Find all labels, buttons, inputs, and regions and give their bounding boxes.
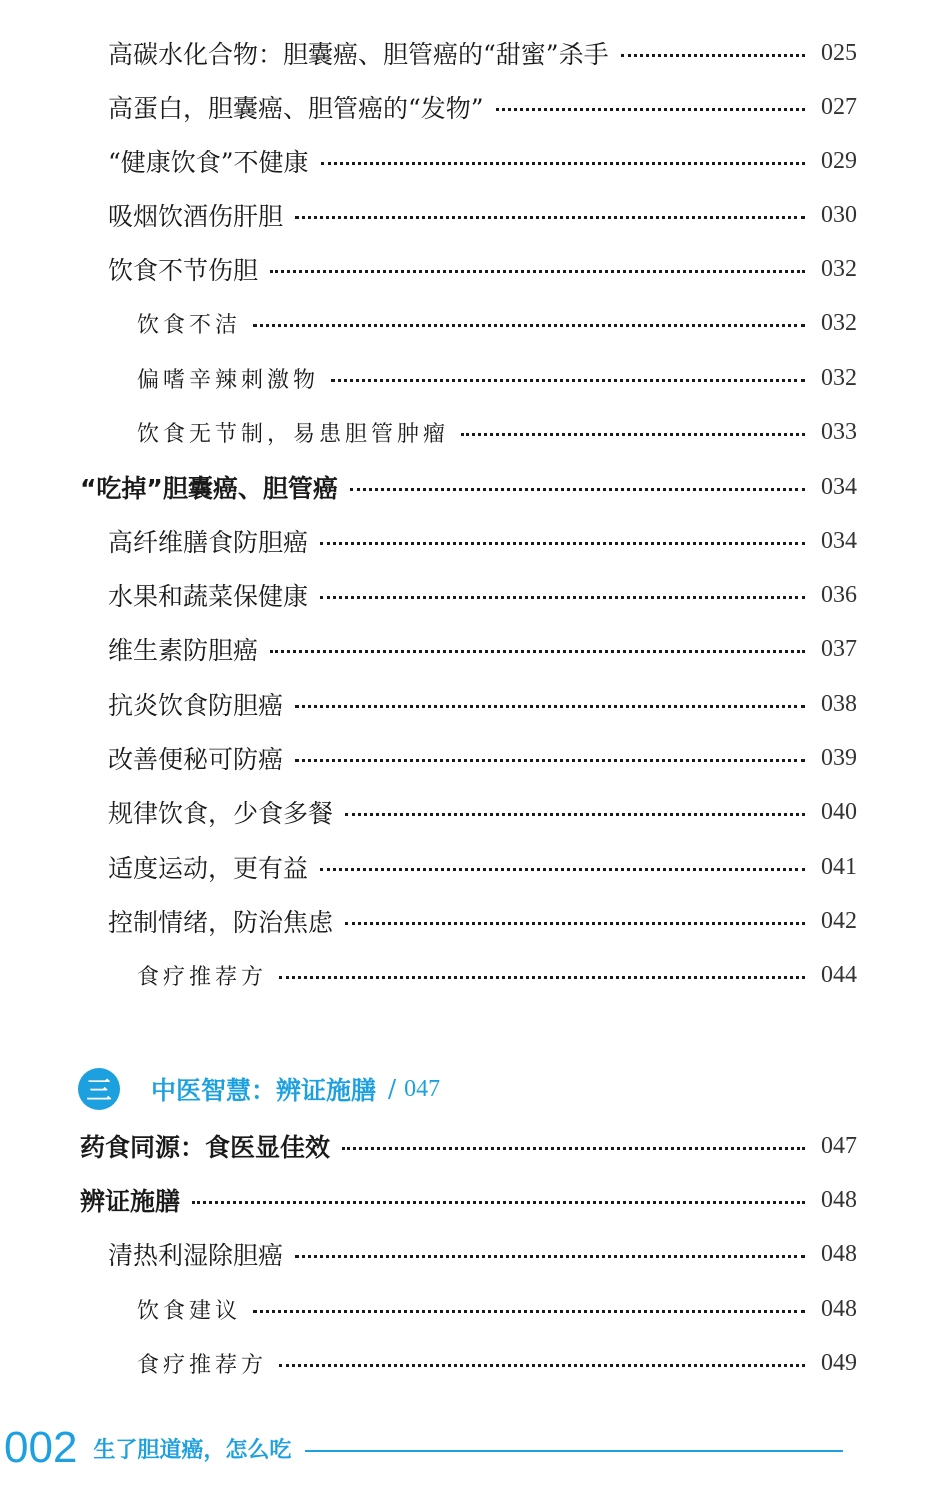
toc-entry-page: 048 bbox=[821, 1186, 857, 1213]
toc-entry-title: 饮食不洁 bbox=[137, 312, 242, 338]
toc-entry[interactable] bbox=[0, 1289, 945, 1329]
toc-entry[interactable] bbox=[0, 87, 945, 127]
toc-entry[interactable] bbox=[0, 33, 945, 73]
toc-entry-page: 048 bbox=[821, 1295, 857, 1322]
dot-leader bbox=[295, 759, 805, 762]
toc-entry-page: 027 bbox=[821, 93, 857, 120]
toc-entry-title: 药食同源：食医显佳效 bbox=[80, 1133, 331, 1162]
toc-entry[interactable] bbox=[0, 1234, 945, 1274]
toc-entry-title: 饮食建议 bbox=[137, 1298, 242, 1324]
toc-entry[interactable] bbox=[0, 955, 945, 995]
toc-entry-title: 高纤维膳食防胆癌 bbox=[108, 528, 309, 557]
toc-entry-page: 034 bbox=[821, 473, 857, 500]
dot-leader bbox=[350, 488, 805, 491]
toc-entry[interactable] bbox=[0, 141, 945, 181]
toc-entry-page: 034 bbox=[821, 527, 857, 554]
section-number-badge: 三 bbox=[78, 1068, 120, 1110]
toc-entry-page: 038 bbox=[821, 690, 857, 717]
toc-entry-title: 吸烟饮酒伤肝胆 bbox=[108, 202, 284, 231]
page-number: 002 bbox=[4, 1423, 78, 1472]
dot-leader bbox=[621, 54, 805, 57]
dot-leader bbox=[345, 813, 805, 816]
dot-leader bbox=[321, 162, 805, 165]
toc-entry[interactable] bbox=[0, 575, 945, 615]
book-title: 生了胆道癌，怎么吃 bbox=[93, 1437, 292, 1463]
toc-entry-title: 高蛋白，胆囊癌、胆管癌的“发物” bbox=[108, 94, 484, 123]
dot-leader bbox=[345, 922, 805, 925]
toc-entry-page: 032 bbox=[821, 309, 857, 336]
toc-entry-title: 适度运动，更有益 bbox=[108, 854, 309, 883]
section-heading[interactable] bbox=[78, 1067, 878, 1111]
toc-entry-page: 040 bbox=[821, 798, 857, 825]
toc-entry-title: 饮食不节伤胆 bbox=[108, 256, 259, 285]
section-page: 047 bbox=[404, 1075, 441, 1102]
toc-entry[interactable] bbox=[0, 1180, 945, 1220]
toc-entry-title: “健康饮食”不健康 bbox=[108, 148, 309, 177]
dot-leader bbox=[295, 1255, 805, 1258]
toc-entry-page: 039 bbox=[821, 744, 857, 771]
toc-entry-title: 改善便秘可防癌 bbox=[108, 745, 284, 774]
toc-entry[interactable] bbox=[0, 629, 945, 669]
toc-entry[interactable] bbox=[0, 738, 945, 778]
toc-entry-page: 032 bbox=[821, 364, 857, 391]
toc-entry-page: 049 bbox=[821, 1349, 857, 1376]
toc-entry[interactable] bbox=[0, 901, 945, 941]
dot-leader bbox=[253, 1310, 805, 1313]
dot-leader bbox=[270, 650, 805, 653]
dot-leader bbox=[342, 1147, 805, 1150]
toc-entry[interactable] bbox=[0, 249, 945, 289]
dot-leader bbox=[320, 868, 805, 871]
dot-leader bbox=[270, 270, 805, 273]
toc-entry-page: 041 bbox=[821, 853, 857, 880]
section-title: 中医智慧：辨证施膳 bbox=[151, 1076, 377, 1105]
dot-leader bbox=[461, 433, 805, 436]
toc-entry-title: 辨证施膳 bbox=[80, 1187, 181, 1216]
toc-entry-page: 047 bbox=[821, 1132, 857, 1159]
toc-entry-title: “吃掉”胆囊癌、胆管癌 bbox=[80, 474, 338, 503]
toc-entry-page: 044 bbox=[821, 961, 857, 988]
toc-entry-page: 025 bbox=[821, 39, 857, 66]
toc-entry[interactable] bbox=[0, 1343, 945, 1383]
toc-entry[interactable] bbox=[0, 303, 945, 343]
dot-leader bbox=[496, 108, 805, 111]
dot-leader bbox=[279, 976, 805, 979]
toc-entry-title: 高碳水化合物：胆囊癌、胆管癌的“甜蜜”杀手 bbox=[108, 40, 609, 69]
toc-entry[interactable] bbox=[0, 847, 945, 887]
toc-entry[interactable] bbox=[0, 467, 945, 507]
toc-entry-title: 抗炎饮食防胆癌 bbox=[108, 691, 284, 720]
toc-entry-page: 033 bbox=[821, 418, 857, 445]
toc-entry-page: 037 bbox=[821, 635, 857, 662]
dot-leader bbox=[279, 1364, 805, 1367]
toc-entry-title: 饮食无节制，易患胆管肿瘤 bbox=[137, 421, 450, 447]
dot-leader bbox=[331, 379, 805, 382]
toc-entry-title: 食疗推荐方 bbox=[137, 964, 268, 990]
toc-entry[interactable] bbox=[0, 684, 945, 724]
toc-entry-page: 042 bbox=[821, 907, 857, 934]
toc-entry-page: 030 bbox=[821, 201, 857, 228]
section-separator: / bbox=[388, 1075, 397, 1103]
toc-entry-title: 清热利湿除胆癌 bbox=[108, 1241, 284, 1270]
toc-entry-title: 食疗推荐方 bbox=[137, 1352, 268, 1378]
dot-leader bbox=[295, 216, 805, 219]
dot-leader bbox=[192, 1201, 805, 1204]
dot-leader bbox=[253, 324, 805, 327]
toc-entry[interactable] bbox=[0, 1126, 945, 1166]
toc-entry-page: 029 bbox=[821, 147, 857, 174]
dot-leader bbox=[320, 596, 805, 599]
toc-entry-page: 036 bbox=[821, 581, 857, 608]
toc-entry[interactable] bbox=[0, 195, 945, 235]
toc-entry-page: 048 bbox=[821, 1240, 857, 1267]
toc-entry-title: 规律饮食，少食多餐 bbox=[108, 799, 334, 828]
toc-entry[interactable] bbox=[0, 792, 945, 832]
toc-entry-title: 维生素防胆癌 bbox=[108, 636, 259, 665]
toc-entry-title: 控制情绪，防治焦虑 bbox=[108, 908, 334, 937]
toc-entry[interactable] bbox=[0, 358, 945, 398]
toc-entry[interactable] bbox=[0, 412, 945, 452]
page-footer bbox=[0, 1418, 945, 1478]
dot-leader bbox=[295, 705, 805, 708]
toc-entry[interactable] bbox=[0, 521, 945, 561]
toc-entry-title: 偏嗜辛辣刺激物 bbox=[137, 367, 320, 393]
toc-entry-title: 水果和蔬菜保健康 bbox=[108, 582, 309, 611]
footer-rule bbox=[305, 1450, 843, 1452]
toc-entry-page: 032 bbox=[821, 255, 857, 282]
dot-leader bbox=[320, 542, 805, 545]
